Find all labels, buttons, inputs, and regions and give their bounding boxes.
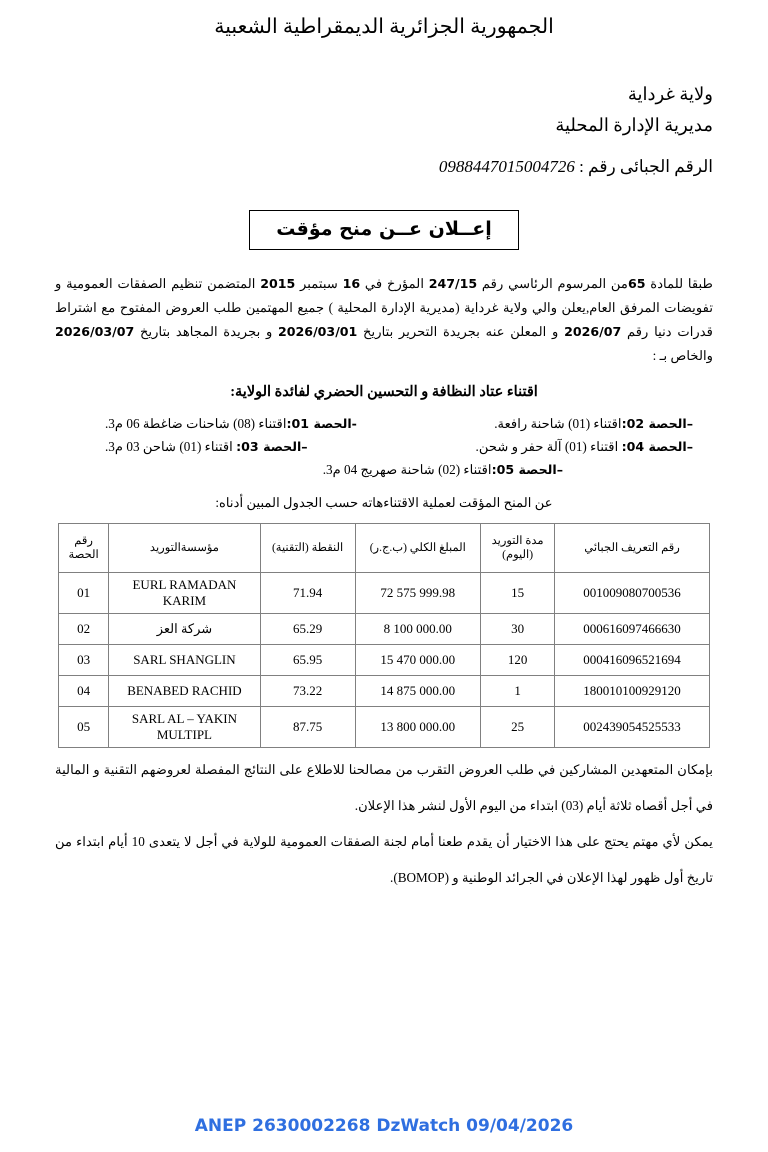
cell-lot: 03 bbox=[59, 645, 109, 676]
closing-paragraph-1: بإمكان المتعهدين المشاركين في طلب العروض التقرب من مصالحنا للاطلاع على النتائج المفصلة لعروضهم التقنية و المالية في أجل أقصاه ثلاثة أيام (03) ابتداء من اليوم الأول لنشر هذا الإعلان. bbox=[55, 762, 713, 813]
lot-item-04 bbox=[476, 435, 693, 458]
intro-text-b: من المرسوم الرئاسي رقم bbox=[477, 276, 628, 291]
header-lot: رقم الحصة bbox=[59, 524, 109, 573]
intro-text-f: و المعلن عنه بجريدة التحرير بتاريخ bbox=[357, 324, 565, 339]
lot-item-03 bbox=[105, 435, 308, 458]
lot-text-02: اقتناء (01) شاحنة رافعة. bbox=[494, 416, 622, 431]
publication-date-2: 2026/03/07 bbox=[55, 324, 135, 339]
lot-item-02 bbox=[494, 412, 693, 435]
intro-text-h: والخاص بـ : bbox=[652, 348, 713, 363]
table-row bbox=[59, 645, 710, 676]
cell-amount: 8 100 000.00 bbox=[355, 614, 481, 645]
award-table-head bbox=[59, 524, 710, 573]
lot-text-01: اقتناء (08) شاحنات ضاغطة 06 م3. bbox=[105, 416, 287, 431]
lot-row bbox=[55, 458, 713, 481]
title-wrapper bbox=[55, 210, 713, 250]
cell-fiscal-id: 180010100929120 bbox=[555, 676, 710, 707]
cell-lot: 04 bbox=[59, 676, 109, 707]
article-number: 65 bbox=[628, 276, 646, 291]
intro-body bbox=[55, 272, 713, 368]
cell-fiscal-id: 000616097466630 bbox=[555, 614, 710, 645]
cell-firm: EURL RAMADAN KARIM bbox=[109, 573, 260, 614]
cell-firm: شركة العز bbox=[109, 614, 260, 645]
fiscal-number-label: الرقم الجبائى رقم : bbox=[579, 157, 713, 176]
lot-label-01: -الحصة 01: bbox=[286, 416, 357, 431]
page-title: إعــلان عــن منح مؤقت bbox=[249, 210, 518, 250]
lot-item-01 bbox=[105, 412, 357, 435]
intro-paragraph bbox=[55, 272, 713, 368]
table-row bbox=[59, 707, 710, 748]
lot-label-05: –الحصة 05: bbox=[491, 462, 563, 477]
lots-list bbox=[55, 412, 713, 481]
closing-section bbox=[55, 752, 713, 896]
cell-lot: 01 bbox=[59, 573, 109, 614]
award-table-body bbox=[59, 573, 710, 748]
publication-date-1: 2026/03/01 bbox=[278, 324, 358, 339]
intro-text-e: المتضمن تنظيم الصفقات العمومية و تفويضات المرفق العام,يعلن والي ولاية غرداية (مديرية الإدارة المحلية ) جميع المهتمين طلب العروض المفتوح مع اشتراط قدرات دنيا رقم bbox=[55, 276, 713, 339]
cell-delay: 30 bbox=[481, 614, 555, 645]
lot-row bbox=[55, 412, 713, 435]
decree-year: 2015 bbox=[260, 276, 296, 291]
cell-lot: 05 bbox=[59, 707, 109, 748]
header-firm: مؤسسةالتوريد bbox=[109, 524, 260, 573]
cell-fiscal-id: 002439054525533 bbox=[555, 707, 710, 748]
intro-text-c: المؤرخ في bbox=[360, 276, 429, 291]
cell-score: 87.75 bbox=[260, 707, 355, 748]
closing-paragraph-2: يمكن لأي مهتم يحتج على هذا الاختيار أن يقدم طعنا أمام لجنة الصفقات العمومية للولاية في أجل لا يتعدى 10 أيام ابتداء من تاريخ أول ظهور لهذا الإعلان في الجرائد الوطنية و (BOMOP). bbox=[55, 834, 713, 885]
cell-firm: SARL SHANGLIN bbox=[109, 645, 260, 676]
lot-item-05 bbox=[323, 458, 563, 481]
cell-delay: 15 bbox=[481, 573, 555, 614]
lot-text-05: اقتناء (02) شاحنة صهريج 04 م3. bbox=[322, 462, 492, 477]
award-table bbox=[58, 523, 710, 748]
table-row bbox=[59, 676, 710, 707]
lot-label-04: –الحصة 04: bbox=[621, 439, 693, 454]
cell-score: 73.22 bbox=[260, 676, 355, 707]
header-delay: مدة التوريد (اليوم) bbox=[481, 524, 555, 573]
decree-number: 247/15 bbox=[428, 276, 478, 291]
tender-subject: اقتناء عتاد النظافة و التحسين الحضري لفائدة الولاية: bbox=[230, 384, 538, 400]
intro-text-a: طبقا للمادة bbox=[645, 276, 713, 291]
cell-amount: 13 800 000.00 bbox=[355, 707, 481, 748]
table-header-row bbox=[59, 524, 710, 573]
cell-amount: 15 470 000.00 bbox=[355, 645, 481, 676]
republic-heading: الجمهورية الجزائرية الديمقراطية الشعبية bbox=[214, 16, 554, 38]
header-score: النقطة (التقنية) bbox=[260, 524, 355, 573]
header-amount: المبلغ الكلي (ب.ج.ر) bbox=[355, 524, 481, 573]
table-row bbox=[59, 614, 710, 645]
cell-lot: 02 bbox=[59, 614, 109, 645]
lot-label-02: –الحصة 02: bbox=[621, 416, 693, 431]
lot-text-03: اقتناء (01) شاحن 03 م3. bbox=[105, 439, 237, 454]
lot-row bbox=[55, 435, 713, 458]
lot-text-04: اقتناء (01) آلة حفر و شحن. bbox=[475, 439, 622, 454]
decree-day: 16 bbox=[342, 276, 361, 291]
cell-fiscal-id: 000416096521694 bbox=[555, 645, 710, 676]
table-row bbox=[59, 573, 710, 614]
cell-fiscal-id: 001009080700536 bbox=[555, 573, 710, 614]
cell-delay: 120 bbox=[481, 645, 555, 676]
cell-amount: 14 875 000.00 bbox=[355, 676, 481, 707]
lot-label-03: –الحصة 03: bbox=[236, 439, 308, 454]
cell-score: 65.95 bbox=[260, 645, 355, 676]
fiscal-number-line bbox=[105, 151, 713, 182]
document-page bbox=[0, 14, 768, 1152]
cell-firm: SARL AL – YAKIN MULTIPL bbox=[109, 707, 260, 748]
fiscal-number-value: 0988447015004726 bbox=[438, 157, 575, 176]
cell-amount: 72 575 999.98 bbox=[355, 573, 481, 614]
directorate-line: مديرية الإدارة المحلية bbox=[555, 115, 713, 135]
cell-score: 65.29 bbox=[260, 614, 355, 645]
anep-footer: ANEP 2630002268 DzWatch 09/04/2026 bbox=[194, 1116, 574, 1136]
cell-firm: BENABED RACHID bbox=[109, 676, 260, 707]
wilaya-line: ولاية غرداية bbox=[627, 84, 713, 104]
tender-number: 2026/07 bbox=[564, 324, 622, 339]
intro-text-d: سبتمبر bbox=[295, 276, 343, 291]
cell-score: 71.94 bbox=[260, 573, 355, 614]
intro-text-g: و بجريدة المجاهد بتاريخ bbox=[134, 324, 279, 339]
cell-delay: 1 bbox=[481, 676, 555, 707]
table-intro-note: عن المنح المؤقت لعملية الاقتناءهاته حسب الجدول المبين أدناه: bbox=[215, 495, 553, 510]
header-fiscal-id: رقم التعريف الجبائي bbox=[555, 524, 710, 573]
cell-delay: 25 bbox=[481, 707, 555, 748]
organization-block bbox=[55, 79, 713, 182]
